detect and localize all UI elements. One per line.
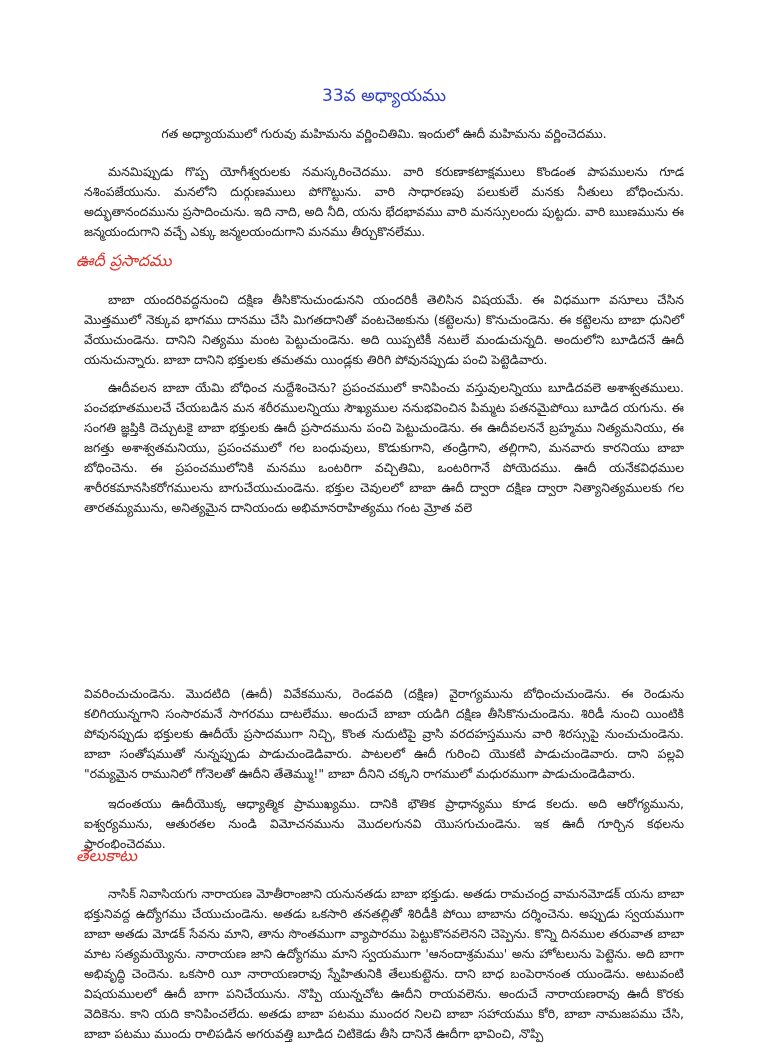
chapter-title: 33వ అధ్యాయము xyxy=(322,86,446,106)
paragraph-2: బాబా యందరివద్దనుంచి దక్షిణ తీసికొనుచుండునని యందరికీ తెలిసిన విషయమే. ఈ విధముగా వసూలు చేసిన మొత్తములో నెక్కువ భాగము దానము చేసి మిగతదానితో వంటచెఱకును (కట్టెలను) కొనుచుండెను. ఈ కట్టెలను బాబా ధునిలో వేయుచుండెను. దానిని నిత్యము మంట పెట్టుచుండెను. అది యిప్పటికీ నటులే మండుచున్నది. అందులోని బూడిదనే ఊదీ యనుచున్నారు. బాబా దానిని భక్తులకు తమతమ యిండ్లకు తిరిగి పోవునప్పుడు పంచి పెట్టెడివారు. xyxy=(84,292,684,367)
paragraph-1: మనమిప్పుడు గొప్ప యోగీశ్వరులకు నమస్కరించెదము. వారి కరుణాకటాక్షములు కొండంత పాపములను గూడ నశింపజేయును. మనలోని దుర్గుణములు పోగొట్టును. వారి సాధారణపు పలుకులే మనకు నీతులు బోధించును. అద్భుతానందమును ప్రసాదించును. ఇది నాది, అది నీది, యను భేదభావము వారి మనస్సులందు పుట్టదు. వారి ఋణమును ఈ జన్మయందుగాని వచ్చే ఎక్కు జన్మలయందుగాని మనము తీర్చుకొనలేము. xyxy=(84,164,684,239)
intro-text: గత అధ్యాయములో గురువు మహిమను వర్ణించితిమి. ఇందులో ఊదీ మహిమను వర్ణించెదము. xyxy=(161,126,607,141)
blank-gap xyxy=(84,500,684,680)
paragraph-4: వివరించుచుండెను. మొదటిది (ఊదీ) వివేకమును, రెండవది (దక్షిణ) వైరాగ్యమును బోధించుచుండెను. ఈ రెండును కలిగియున్నగాని సంసారమనే సాగరము దాటలేము. అందుచే బాబా యడిగి దక్షిణ తీసికొనుచుండెను. శిరిడీ నుంచి యింటికి పోవునప్పుడు భక్తులకు ఊదీయే ప్రసాదముగా నిచ్చి, కొంత నుదుటిపై వ్రాసి వరదహస్తమును వారి శిరస్సుపై నుంచుచుండెను. బాబా సంతోషముతో నున్నప్పుడు పాడుచుండెడివారు. పాటలలో ఊదీ గురించి యొకటి పాడుచుండెవారు. దాని పల్లవి "రమ్యమైన రామునిలో గోనెలతో ఊదీని తేతెమ్ము!" బాబా దీనిని చక్కని రాగములో మధురముగా పాడుచుండెడివారు. xyxy=(84,686,684,781)
paragraph-3: ఊదీవలన బాబా యేమి బోధించ నుద్దేశించెను? ప్రపంచములో కానిపించు వస్తువులన్నియు బూడిదవలె అశాశ్వతములు. పంచభూతములచే చేయబడిన మన శరీరములన్నియు సౌఖ్యముల ననుభవించిన పిమ్మట పతనమైపోయి బూడిద యగును. ఈ సంగతి జ్ఞప్తికి దెచ్చుటకై బాబా భక్తులకు ఊదీ ప్రసాదమును పంచి పెట్టుచుండెను. ఈ ఊదీవలననే బ్రహ్మము నిత్యమనియు, ఈ జగత్తు అశాశ్వతమనియు, ప్రపంచములో గల బంధువులు, కొడుకుగాని, తండ్రిగాని, తల్లిగాని, మనవారు కారనియు బాబా బోధించెను. ఈ ప్రపంచములోనికి మనము ఒంటరిగా వచ్చితిమి, ఒంటరిగానే పోయెదము. ఊదీ యనేకవిధముల శారీరకమానసికరోగములను బాగుచేయుచుండెను. భక్తుల చెవులలో బాబా ఊదీ ద్వారా దక్షిణ ద్వారా నిత్యానిత్యములకు గల తారతమ్యమును, అనిత్యమైన దానియందు అభిమానరాహిత్యము గంట మ్రోత వలె xyxy=(84,380,684,515)
section-heading-udi-prasadam: ఊదీ ప్రసాదము xyxy=(76,251,172,270)
paragraph-6: నాసిక్ నివాసియగు నారాయణ మోతీరాంజాని యనునతడు బాబా భక్తుడు. అతడు రామచంద్ర వామనమోడక్ యను బాబా భక్తునివద్ద ఉద్యోగము చేయుచుండెను. అతడు ఒకసారి తనతల్లితో శిరిడీకి పోయి బాబాను దర్శించెను. అప్పుడు స్వయముగా బాబా అతడు మోడక్ సేవను మాని, తాను సొంతముగా వ్యాపారము పెట్టుకొనవలెనని చెప్పెను. కొన్ని దినముల తరువాత బాబా మాట సత్యమయ్యెను. నారాయణ జాని ఉద్యోగము మాని స్వయముగా 'ఆనందాశ్రమము' అను హోటలును పెట్టెను. అది బాగా అభివృద్ధి చెందెను. ఒకసారి యీ నారాయణరావు స్నేహితునికి తేలుకుట్టెను. దాని బాధ బంపెరానంత యుండెను. అటువంటి విషయములలో ఊదీ బాగా పనిచేయును. నొప్పి యున్నచోట ఊదీని రాయవలెను. అందుచే నారాయణరావు ఊదీ కొరకు వెదికెను. కాని యది కానిపించలేదు. అతడు బాబా పటము ముందర నిలచి బాబా సహాయము కోరి, బాబా నామజపము చేసి, బాబా పటము ముందు రాలిపడిన అగరువత్తి బూడిద చిటికెడు తీసి దానినే ఊదీగా భావించి, నొప్పి xyxy=(84,886,684,1041)
section-heading-scorpion-sting: తేలుకాటు xyxy=(76,846,138,865)
paragraph-5: ఇదంతయు ఊదీయొక్క ఆధ్యాత్మిక ప్రాముఖ్యము. దానికి భౌతిక ప్రాధాన్యము కూడ కలదు. అది ఆరోగ్యమును, ఐశ్వర్యమును, ఆతురతల నుండి విమోచనమును మొదలగునవి యొసగుచుండెను. ఇక ఊదీ గూర్చిన కథలను ప్రారంభించెదము. xyxy=(84,796,684,851)
